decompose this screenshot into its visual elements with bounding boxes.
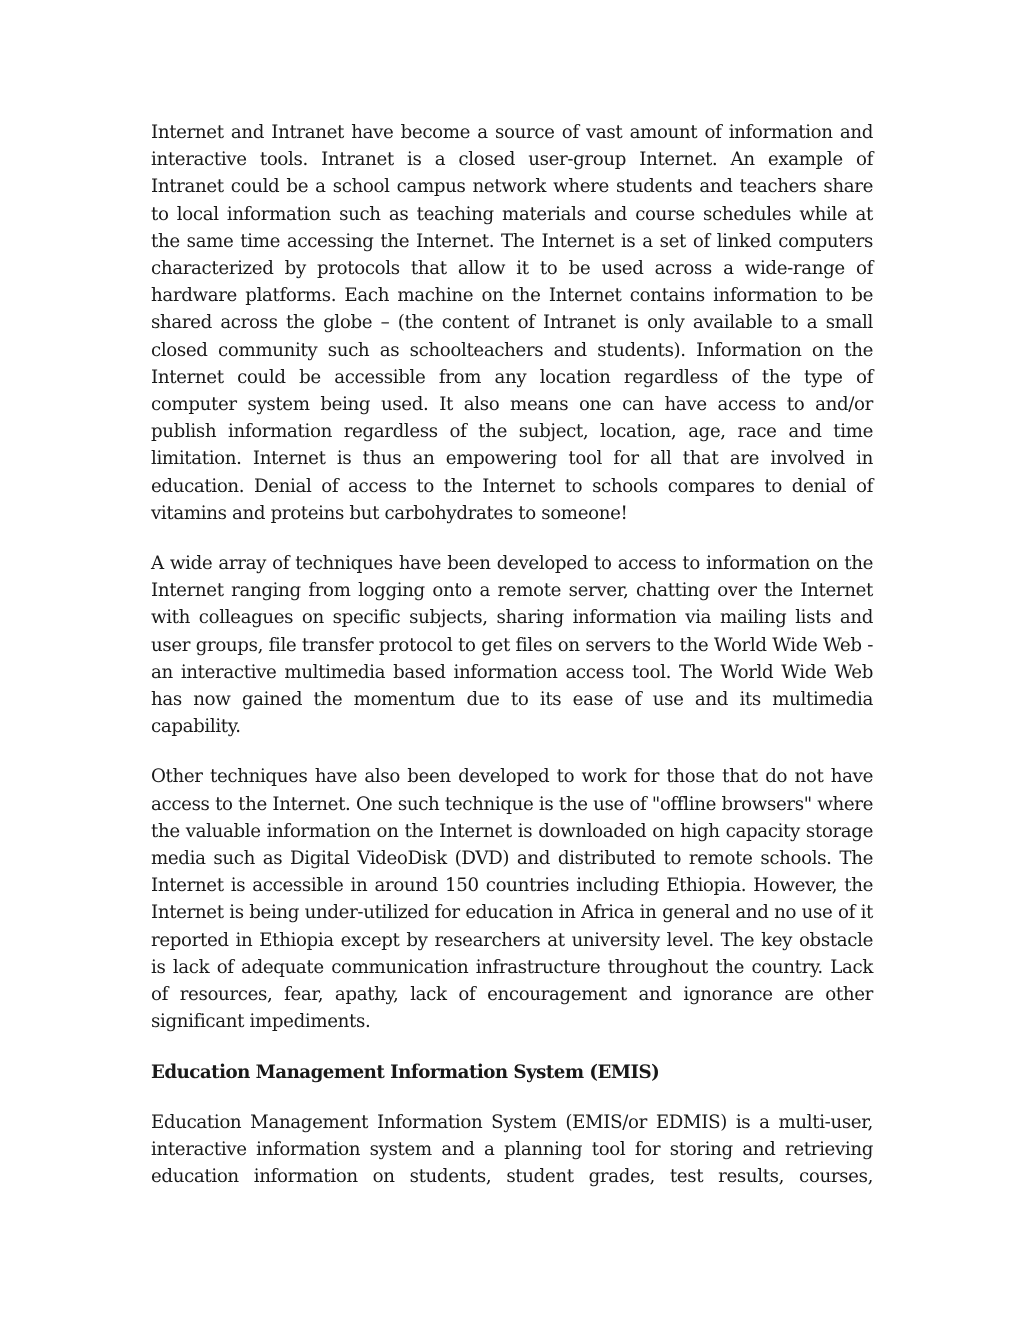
paragraph-internet-intranet: Internet and Intranet have become a source of vast amount of information and interactive tools. Intranet is a closed user-group Internet. An example of Intranet could be a school campus network where students and teachers share to local information such as teaching materials and course schedules while at the same time accessing the Internet. The Internet is a set of linked computers characterized by protocols that allow it to be used across a wide-range of hardware platforms. Each machine on the Internet contains information to be shared across the globe – (the content of Intranet is only available to a small closed community such as schoolteachers and students). Information on the Internet could be accessible from any location regardless of the type of computer system being used. It also means one can have access to and/or publish information regardless of the subject, location, age, race and time limitation. Internet is thus an empowering tool for all that are involved in education. Denial of access to the Internet to schools compares to denial of vitamins and proteins but carbohydrates to someone! — [151, 122, 873, 524]
paragraph-offline-techniques: Other techniques have also been developed to work for those that do not have access to the Internet. One such technique is the use of "offline browsers" where the valuable information on the Internet is downloaded on high capacity storage media such as Digital VideoDisk (DVD) and distributed to remote schools. The Internet is accessible in around 150 countries including Ethiopia. However, the Internet is being under-utilized for education in Africa in general and no use of it reported in Ethiopia except by researchers at university level. The key obstacle is lack of adequate communication infrastructure throughout the country. Lack of resources, fear, apathy, lack of encouragement and ignorance are other significant impediments. — [151, 766, 873, 1033]
paragraph-emis: Education Management Information System (EMIS/or EDMIS) is a multi-user, interactive information system and a planning tool for storing and retrieving education information on students, student grades, test results, courses, — [151, 1111, 873, 1188]
page-content — [151, 119, 873, 1190]
section-heading-emis: Education Management Information System (EMIS) — [151, 1061, 660, 1083]
paragraph-internet-techniques: A wide array of techniques have been developed to access to information on the Internet ranging from logging onto a remote server, chatting over the Internet with colleagues on specific subjects, sharing information via mailing lists and user groups, file transfer protocol to get files on servers to the World Wide Web - an interactive multimedia based information access tool. The World Wide Web has now gained the momentum due to its ease of use and its multimedia capability. — [151, 553, 873, 738]
